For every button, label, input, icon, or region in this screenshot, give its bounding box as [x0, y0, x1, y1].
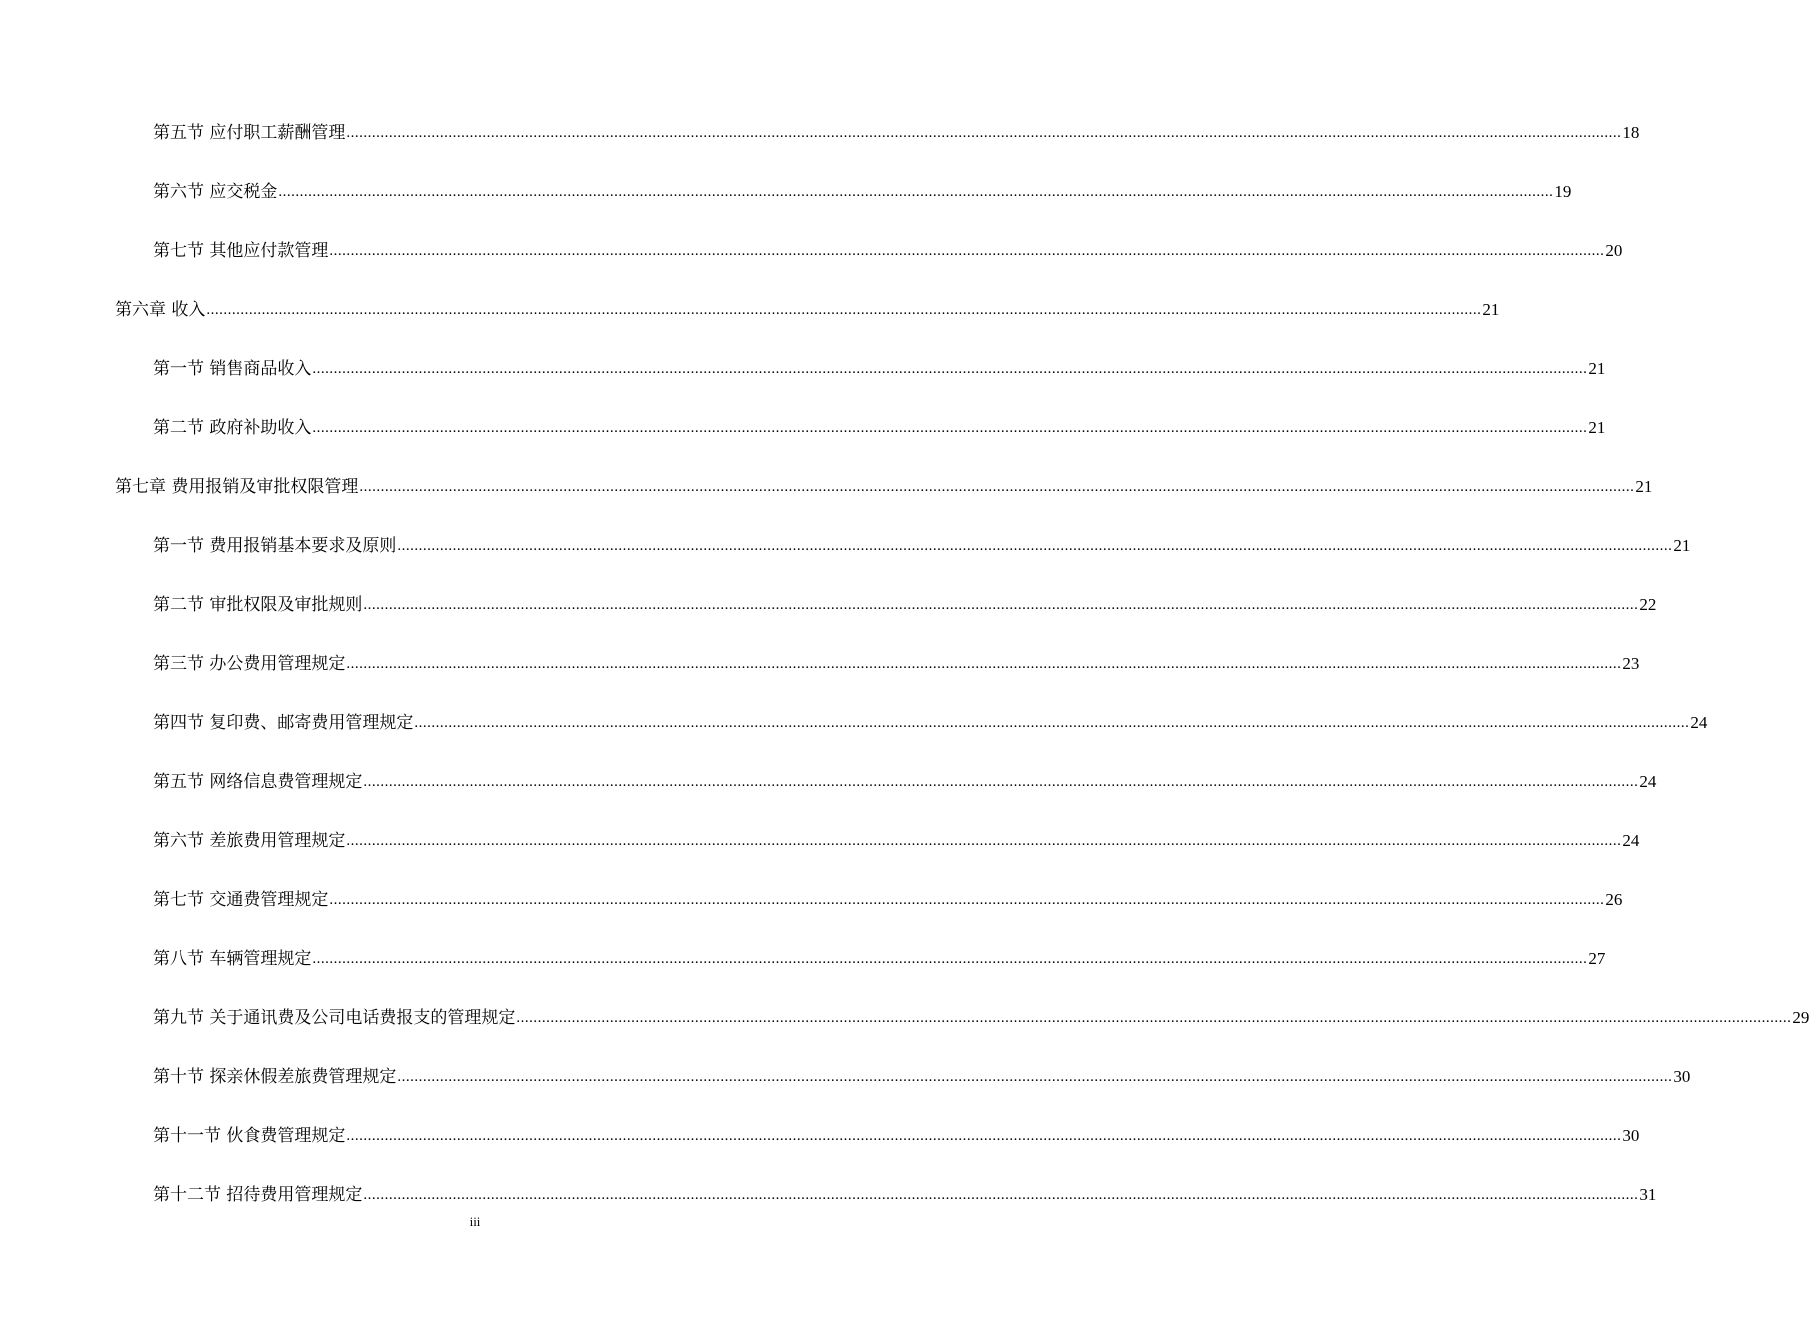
toc-entry[interactable] [153, 885, 1623, 911]
dot-leader: ............................................................................................................................................................................................................................................................................................................ [414, 715, 1690, 731]
dot-leader: ............................................................................................................................................................................................................................................................................................................ [312, 361, 1588, 377]
toc-entry-page: 24 [1690, 713, 1708, 732]
toc-entry-label: 第七节 其他应付款管理 [153, 241, 329, 261]
toc-entry-page: 20 [1605, 241, 1623, 260]
dot-leader: ............................................................................................................................................................................................................................................................................................................ [346, 656, 1622, 672]
toc-entry-page: 21 [1482, 300, 1500, 319]
toc-entry-page: 30 [1673, 1067, 1691, 1086]
toc-entry-label: 第一节 费用报销基本要求及原则 [153, 536, 397, 556]
toc-entry-label: 第六章 收入 [115, 300, 206, 320]
toc-entry[interactable] [153, 413, 1606, 439]
toc-entry[interactable] [153, 1062, 1691, 1088]
toc-entry-label: 第六节 应交税金 [153, 182, 278, 202]
dot-leader: ............................................................................................................................................................................................................................................................................................................ [359, 479, 1635, 495]
dot-leader: ............................................................................................................................................................................................................................................................................................................ [312, 951, 1588, 967]
toc-entry-page: 24 [1622, 831, 1640, 850]
toc-entry[interactable] [153, 944, 1606, 970]
toc-entry[interactable] [153, 649, 1640, 675]
toc-entry-label: 第一节 销售商品收入 [153, 359, 312, 379]
toc-entry[interactable] [153, 1121, 1640, 1147]
toc-entry[interactable] [153, 590, 1657, 616]
dot-leader: ............................................................................................................................................................................................................................................................................................................ [329, 243, 1605, 259]
dot-leader: ............................................................................................................................................................................................................................................................................................................ [397, 538, 1673, 554]
toc-entry-page: 21 [1588, 418, 1606, 437]
toc-entry-page: 19 [1554, 182, 1572, 201]
dot-leader: ............................................................................................................................................................................................................................................................................................................ [329, 892, 1605, 908]
toc-entry-page: 23 [1622, 654, 1640, 673]
toc-entry-label: 第二节 审批权限及审批规则 [153, 595, 363, 615]
toc-entry-page: 26 [1605, 890, 1623, 909]
toc-entry[interactable] [153, 118, 1640, 144]
toc-entry[interactable] [153, 1003, 1809, 1029]
toc-entry-label: 第九节 关于通讯费及公司电话费报支的管理规定 [153, 1008, 516, 1028]
dot-leader: ............................................................................................................................................................................................................................................................................................................ [312, 420, 1588, 436]
toc-entry[interactable] [153, 708, 1708, 734]
toc-entry-label: 第十二节 招待费用管理规定 [153, 1185, 363, 1205]
dot-leader: ............................................................................................................................................................................................................................................................................................................ [516, 1010, 1792, 1026]
dot-leader: ............................................................................................................................................................................................................................................................................................................ [363, 597, 1639, 613]
toc-entry-page: 24 [1639, 772, 1657, 791]
toc-entry-label: 第七章 费用报销及审批权限管理 [115, 477, 359, 497]
dot-leader: ............................................................................................................................................................................................................................................................................................................ [206, 302, 1482, 318]
toc-entry-label: 第三节 办公费用管理规定 [153, 654, 346, 674]
toc-entry-label: 第八节 车辆管理规定 [153, 949, 312, 969]
toc-entry-page: 27 [1588, 949, 1606, 968]
page-number-footer: iii [469, 1214, 481, 1229]
dot-leader: ............................................................................................................................................................................................................................................................................................................ [346, 1128, 1622, 1144]
toc-chapter-entry[interactable] [115, 472, 1653, 498]
toc-entry-label: 第十节 探亲休假差旅费管理规定 [153, 1067, 397, 1087]
dot-leader: ............................................................................................................................................................................................................................................................................................................ [278, 184, 1554, 200]
toc-entry[interactable] [153, 354, 1606, 380]
toc-entry-page: 30 [1622, 1126, 1640, 1145]
dot-leader: ............................................................................................................................................................................................................................................................................................................ [363, 774, 1639, 790]
toc-entry-page: 21 [1588, 359, 1606, 378]
toc-chapter-entry[interactable] [115, 295, 1500, 321]
toc-entry-label: 第七节 交通费管理规定 [153, 890, 329, 910]
toc-entry[interactable] [153, 767, 1657, 793]
toc-entry-label: 第五节 应付职工薪酬管理 [153, 123, 346, 143]
toc-entry[interactable] [153, 826, 1640, 852]
toc-entry-page: 31 [1639, 1185, 1657, 1204]
toc-entry[interactable] [153, 177, 1572, 203]
toc-entry[interactable] [153, 1180, 1657, 1206]
toc-entry-label: 第十一节 伙食费管理规定 [153, 1126, 346, 1146]
toc-entry[interactable] [153, 531, 1691, 557]
toc-entry-page: 21 [1673, 536, 1691, 555]
toc-entry-page: 29 [1792, 1008, 1809, 1027]
toc-entry-page: 21 [1635, 477, 1653, 496]
toc-entry-label: 第六节 差旅费用管理规定 [153, 831, 346, 851]
toc-entry-label: 第五节 网络信息费管理规定 [153, 772, 363, 792]
dot-leader: ............................................................................................................................................................................................................................................................................................................ [397, 1069, 1673, 1085]
dot-leader: ............................................................................................................................................................................................................................................................................................................ [346, 833, 1622, 849]
toc-entry-page: 18 [1622, 123, 1640, 142]
dot-leader: ............................................................................................................................................................................................................................................................................................................ [363, 1187, 1639, 1203]
toc-entry-label: 第四节 复印费、邮寄费用管理规定 [153, 713, 414, 733]
dot-leader: ............................................................................................................................................................................................................................................................................................................ [346, 125, 1622, 141]
toc-entry-page: 22 [1639, 595, 1657, 614]
toc-entry-label: 第二节 政府补助收入 [153, 418, 312, 438]
toc-entry[interactable] [153, 236, 1623, 262]
